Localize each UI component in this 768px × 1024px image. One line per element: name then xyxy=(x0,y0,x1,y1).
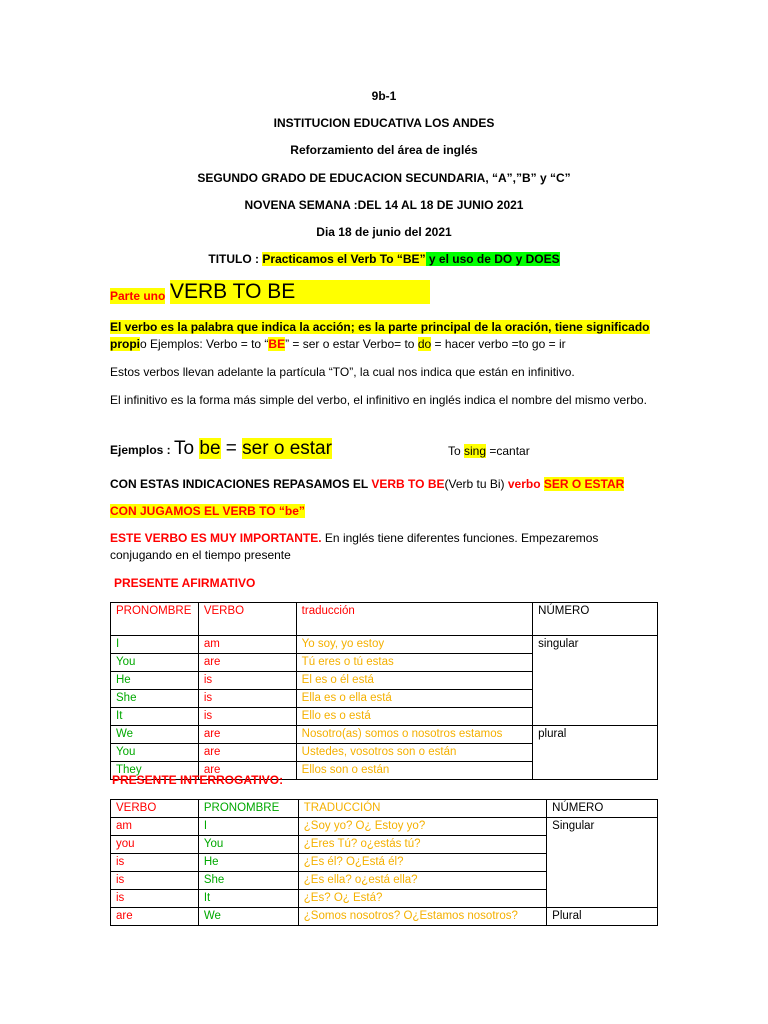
pronoun-cell: You xyxy=(111,744,199,762)
number-plural-cell: Plural xyxy=(547,908,658,926)
header-traduccion: TRADUCCIÓN xyxy=(298,800,546,818)
pronoun-cell: They xyxy=(111,762,199,780)
translation-cell: ¿Eres Tú? o¿estás tú? xyxy=(298,836,546,854)
translation-cell: El es o él está xyxy=(296,672,532,690)
indications-ser-estar: SER O ESTAR xyxy=(543,477,625,491)
verb-cell: am xyxy=(198,636,296,654)
examples-to: To xyxy=(174,438,200,459)
pronoun-cell: We xyxy=(111,726,199,744)
pronoun-cell: It xyxy=(198,890,298,908)
examples-meaning: ser o estar xyxy=(242,438,332,459)
important-red: ESTE VERBO ES MUY IMPORTANTE. xyxy=(110,531,322,545)
indications-verb-to-be: VERB TO BE xyxy=(371,477,445,491)
table-row xyxy=(111,818,658,836)
pronoun-cell: I xyxy=(111,636,199,654)
playing-line xyxy=(110,503,305,520)
definition-example-c: = hacer verbo =to go = ir xyxy=(431,337,566,351)
header-pronombre: PRONOMBRE xyxy=(198,800,298,818)
pronoun-cell: You xyxy=(111,654,199,672)
translation-cell: ¿Es ella? o¿está ella? xyxy=(298,872,546,890)
translation-cell: Ella es o ella está xyxy=(296,690,532,708)
important-paragraph xyxy=(110,530,630,564)
pronoun-cell: She xyxy=(111,690,199,708)
verb-cell: is xyxy=(198,708,296,726)
header-verbo: VERBO xyxy=(198,603,296,636)
number-singular-cell: singular xyxy=(533,636,658,726)
examples-be: be xyxy=(199,438,221,459)
header-pronombre: PRONOMBRE xyxy=(111,603,199,636)
table-row xyxy=(111,726,658,744)
doc-code: 9b-1 xyxy=(371,89,397,103)
table-row xyxy=(111,908,658,926)
indications-line xyxy=(110,476,670,493)
translation-cell: Tú eres o tú estas xyxy=(296,654,532,672)
table-header-row xyxy=(111,603,658,636)
header-verbo: VERBO xyxy=(111,800,199,818)
verb-cell: you xyxy=(111,836,199,854)
examples-sing xyxy=(448,444,530,458)
interrogative-table xyxy=(110,799,658,926)
verb-to-be-heading: VERB TO BE xyxy=(170,280,430,304)
translation-cell: Ello es o está xyxy=(296,708,532,726)
examples-sing-word: sing xyxy=(464,444,487,458)
verb-cell: is xyxy=(111,890,199,908)
header-numero: NÚMERO xyxy=(547,800,658,818)
indications-paren: (Verb tu Bi) xyxy=(444,477,508,491)
pronoun-cell: It xyxy=(111,708,199,726)
day-line: Dia 18 de junio del 2021 xyxy=(316,225,452,239)
translation-cell: ¿Es? O¿ Está? xyxy=(298,890,546,908)
title-line xyxy=(0,251,768,267)
verb-cell: are xyxy=(198,762,296,780)
grade-line: SEGUNDO GRADO DE EDUCACION SECUNDARIA, “A”,”B” y “C” xyxy=(197,171,571,185)
translation-cell: ¿Somos nosotros? O¿Estamos nosotros? xyxy=(298,908,546,926)
verb-cell: are xyxy=(111,908,199,926)
definition-paragraph xyxy=(110,319,670,353)
title-part1: Practicamos el Verb To “BE” xyxy=(262,252,426,266)
part-one-label: Parte uno xyxy=(110,289,166,303)
affirmative-title: PRESENTE AFIRMATIVO xyxy=(114,576,256,590)
translation-cell: Ellos son o están xyxy=(296,762,532,780)
verb-cell: is xyxy=(111,872,199,890)
translation-cell: ¿Soy yo? O¿ Estoy yo? xyxy=(298,818,546,836)
examples-line xyxy=(110,438,670,464)
examples-sing-meaning: =cantar xyxy=(486,444,530,458)
definition-highlight: El verbo es la palabra que indica la acción; es la parte principal de la oración, tiene significado propi xyxy=(110,320,650,351)
subject-line: Reforzamiento del área de inglés xyxy=(290,143,478,157)
pronoun-cell: He xyxy=(111,672,199,690)
translation-cell: Ustedes, vosotros son o están xyxy=(296,744,532,762)
definition-do-word: do xyxy=(417,337,432,351)
examples-equals: = xyxy=(220,438,243,459)
indications-prefix: CON ESTAS INDICACIONES REPASAMOS EL xyxy=(110,477,372,491)
definition-example-a: o Ejemplos: Verbo = to “ xyxy=(140,337,269,351)
title-part2: y el uso de DO y DOES xyxy=(425,252,560,266)
header-numero: NÚMERO xyxy=(533,603,658,636)
paragraph-particle-to: Estos verbos llevan adelante la partícula “TO”, la cual nos indica que están en infinitivo. xyxy=(110,365,575,379)
examples-to2: To xyxy=(448,444,465,458)
pronoun-cell: He xyxy=(198,854,298,872)
verb-cell: is xyxy=(198,672,296,690)
number-plural-cell: plural xyxy=(533,726,658,780)
indications-verbo: verbo xyxy=(507,477,544,491)
header-traduccion: traducción xyxy=(296,603,532,636)
pronoun-cell: She xyxy=(198,872,298,890)
verb-cell: are xyxy=(198,726,296,744)
definition-example-b: ” = ser o estar Verbo= to xyxy=(285,337,418,351)
interrogative-title: PRESENTE INTERROGATIVO: xyxy=(112,773,284,787)
number-singular-cell: Singular xyxy=(547,818,658,908)
playing-text: CON JUGAMOS EL VERB TO “be” xyxy=(110,504,305,518)
translation-cell: Yo soy, yo estoy xyxy=(296,636,532,654)
verb-cell: are xyxy=(198,744,296,762)
week-line: NOVENA SEMANA :DEL 14 AL 18 DE JUNIO 2021 xyxy=(244,198,524,212)
definition-be-word: BE xyxy=(268,337,286,351)
pronoun-cell: I xyxy=(198,818,298,836)
pronoun-cell: You xyxy=(198,836,298,854)
important-rest: En inglés tiene diferentes funciones. Empezaremos conjugando en el tiempo presente xyxy=(110,531,599,562)
table-row xyxy=(111,636,658,654)
examples-label: Ejemplos : xyxy=(110,443,175,457)
title-label: TITULO : xyxy=(208,252,263,266)
translation-cell: ¿Es él? O¿Está él? xyxy=(298,854,546,872)
affirmative-table xyxy=(110,602,658,780)
institution-name: INSTITUCION EDUCATIVA LOS ANDES xyxy=(273,116,495,130)
table-header-row xyxy=(111,800,658,818)
verb-cell: am xyxy=(111,818,199,836)
verb-cell: is xyxy=(198,690,296,708)
verb-cell: are xyxy=(198,654,296,672)
paragraph-infinitive: El infinitivo es la forma más simple del verbo, el infinitivo en inglés indica el nombre del mismo verbo. xyxy=(110,393,647,407)
verb-cell: is xyxy=(111,854,199,872)
pronoun-cell: We xyxy=(198,908,298,926)
part-one-heading xyxy=(110,280,430,304)
translation-cell: Nosotro(as) somos o nosotros estamos xyxy=(296,726,532,744)
